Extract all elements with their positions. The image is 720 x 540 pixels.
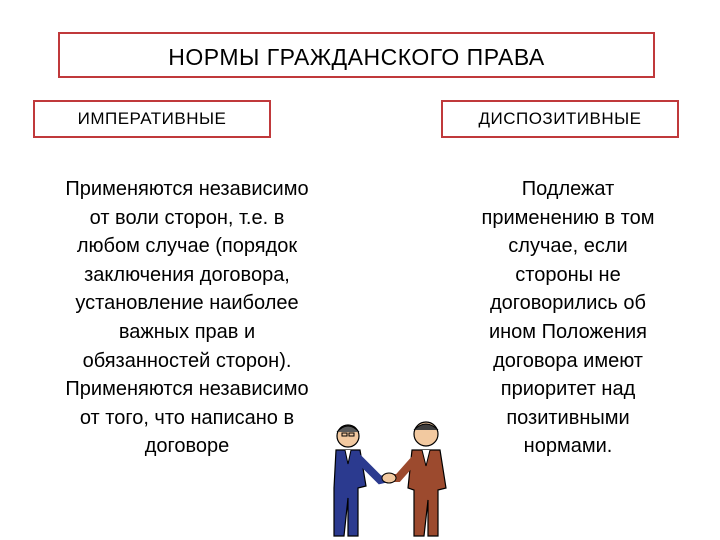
right-businessman-figure — [390, 422, 446, 536]
diagram-title: НОРМЫ ГРАЖДАНСКОГО ПРАВА — [168, 43, 545, 70]
dispositive-heading: ДИСПОЗИТИВНЫЕ — [478, 109, 642, 128]
diagram-title-box — [58, 32, 655, 78]
dispositive-heading-box — [441, 100, 679, 138]
handshake-illustration — [318, 408, 468, 538]
imperative-description: Применяются независимо от воли сторон, т.е. в любом случае (порядок заключения договора, установление наиболее важных прав и обязанностей сторон). Применяются независимо от того, что написано в договоре — [65, 178, 309, 458]
imperative-heading: ИМПЕРАТИВНЫЕ — [77, 109, 227, 128]
imperative-heading-box — [33, 100, 271, 138]
dispositive-description: Подлежат применению в том случае, если стороны не договорились об ином Положения договора имеют приоритет над позитивными нормами. — [481, 178, 655, 458]
clasped-hands — [382, 473, 396, 483]
left-businessman-figure — [334, 425, 388, 536]
